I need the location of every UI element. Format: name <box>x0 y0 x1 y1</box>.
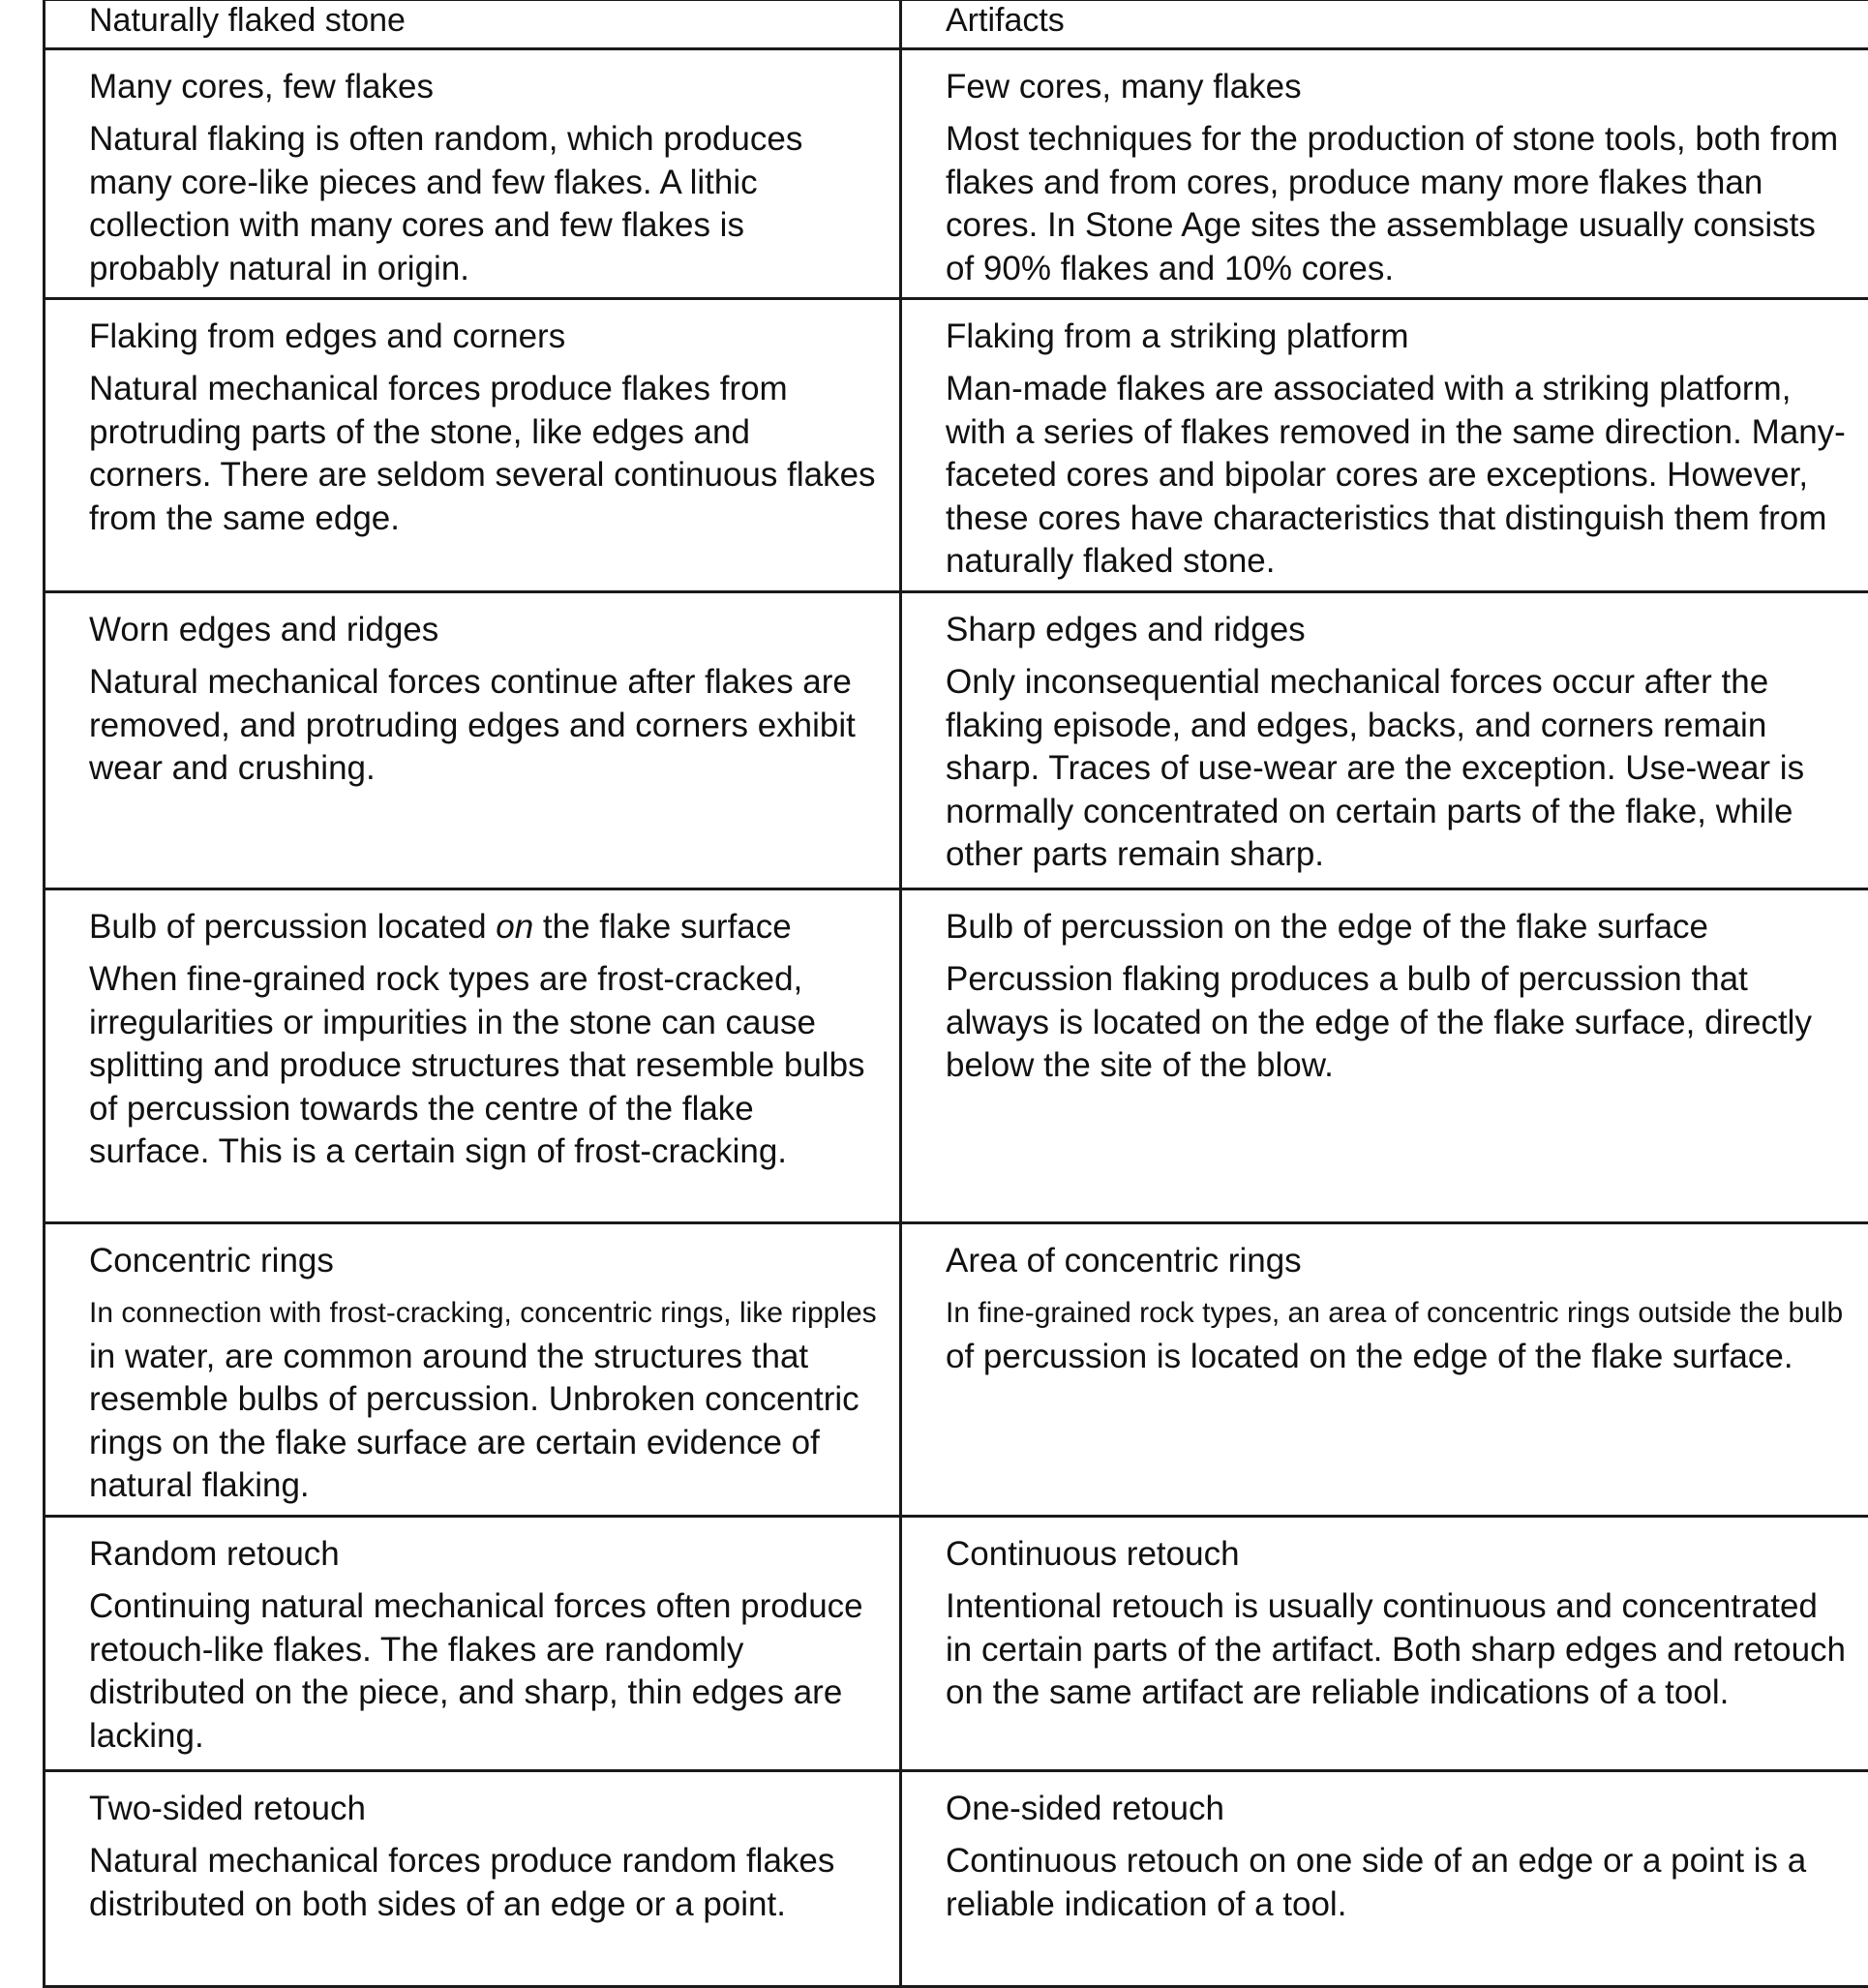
artifact-title: Bulb of percussion on the edge of the flake surface <box>946 906 1849 949</box>
artifact-cell <box>901 1771 1868 1987</box>
artifact-text: Percussion flaking produces a bulb of percussion that always is located on the edge of the flake surface, directly below the site of the blow. <box>946 958 1849 1088</box>
artifact-title: Flaking from a striking platform <box>946 316 1849 358</box>
natural-text: In connection with frost-cracking, concentric rings, like ripples in water, are common around the structures that resemble bulbs of percussion. Unbroken concentric rings on the flake surface are certain evidence of natural flaking. <box>89 1292 880 1508</box>
natural-cell <box>45 889 901 1223</box>
natural-title-start: Bulb of percussion located <box>89 908 496 946</box>
natural-text: Natural mechanical forces produce random flakes distributed on both sides of an edge or a point. <box>89 1840 880 1926</box>
natural-cell <box>45 1517 901 1771</box>
table-row <box>45 1517 1868 1771</box>
artifact-title: Continuous retouch <box>946 1533 1849 1576</box>
artifact-cell <box>901 889 1868 1223</box>
artifact-text: In fine-grained rock types, an area of concentric rings outside the bulb of percussion is located on the edge of the flake surface. <box>946 1292 1849 1378</box>
artifact-title: Sharp edges and ridges <box>946 609 1849 651</box>
artifact-text: Man-made flakes are associated with a striking platform, with a series of flakes removed in the same direction. Many-faceted cores and bipolar cores are exceptions. However, these cores have characteristics that distinguish them from naturally flaked stone. <box>946 368 1849 584</box>
table-row <box>45 1223 1868 1517</box>
artifact-text: Only inconsequential mechanical forces occur after the flaking episode, and edges, backs, and corners remain sharp. Traces of use-wear are the exception. Use-wear is normally concentrated on certain parts of the flake, while other parts remain sharp. <box>946 661 1849 877</box>
natural-cell <box>45 299 901 592</box>
natural-title-emphasis: on <box>496 908 533 946</box>
natural-text: Natural mechanical forces produce flakes from protruding parts of the stone, like edges and corners. There are seldom several continuous flakes from the same edge. <box>89 368 880 540</box>
comparison-table <box>43 0 1868 1988</box>
natural-title: Random retouch <box>89 1533 880 1576</box>
artifact-title: One-sided retouch <box>946 1788 1849 1830</box>
natural-text: When fine-grained rock types are frost-cracked, irregularities or impurities in the stone can cause splitting and produce structures that resemble bulbs of percussion towards the centre of the flake surface. This is a certain sign of frost-cracking. <box>89 958 880 1174</box>
table-row <box>45 299 1868 592</box>
table-row <box>45 889 1868 1223</box>
artifact-text: Intentional retouch is usually continuous and concentrated in certain parts of the artifact. Both sharp edges and retouch on the same artifact are reliable indications of a tool. <box>946 1585 1849 1715</box>
natural-title-end: the flake surface <box>533 908 792 946</box>
natural-title: Worn edges and ridges <box>89 609 880 651</box>
artifact-text: Most techniques for the production of stone tools, both from flakes and from cores, produce many more flakes than cores. In Stone Age sites the assemblage usually consists of 90% flakes and 10% cores. <box>946 118 1849 290</box>
natural-cell <box>45 592 901 889</box>
artifact-cell <box>901 592 1868 889</box>
table-header-row <box>45 0 1868 49</box>
natural-text: Continuing natural mechanical forces often produce retouch-like flakes. The flakes are randomly distributed on the piece, and sharp, thin edges are lacking. <box>89 1585 880 1758</box>
natural-cell <box>45 49 901 299</box>
natural-title: Flaking from edges and corners <box>89 316 880 358</box>
artifact-title: Area of concentric rings <box>946 1240 1849 1282</box>
natural-cell <box>45 1771 901 1987</box>
table-row <box>45 49 1868 299</box>
natural-text: Natural mechanical forces continue after flakes are removed, and protruding edges and corners exhibit wear and crushing. <box>89 661 880 791</box>
header-natural: Naturally flaked stone <box>45 0 901 49</box>
table-row <box>45 592 1868 889</box>
natural-title: Two-sided retouch <box>89 1788 880 1830</box>
artifact-cell <box>901 1517 1868 1771</box>
table-row <box>45 1771 1868 1987</box>
artifact-text: Continuous retouch on one side of an edge or a point is a reliable indication of a tool. <box>946 1840 1849 1926</box>
artifact-cell <box>901 299 1868 592</box>
natural-title: Concentric rings <box>89 1240 880 1282</box>
natural-title <box>89 906 880 949</box>
artifact-title: Few cores, many flakes <box>946 66 1849 108</box>
header-artifacts: Artifacts <box>901 0 1868 49</box>
artifact-cell <box>901 49 1868 299</box>
natural-text: Natural flaking is often random, which produces many core-like pieces and few flakes. A lithic collection with many cores and few flakes is probably natural in origin. <box>89 118 880 290</box>
natural-title: Many cores, few flakes <box>89 66 880 108</box>
artifact-cell <box>901 1223 1868 1517</box>
natural-cell <box>45 1223 901 1517</box>
